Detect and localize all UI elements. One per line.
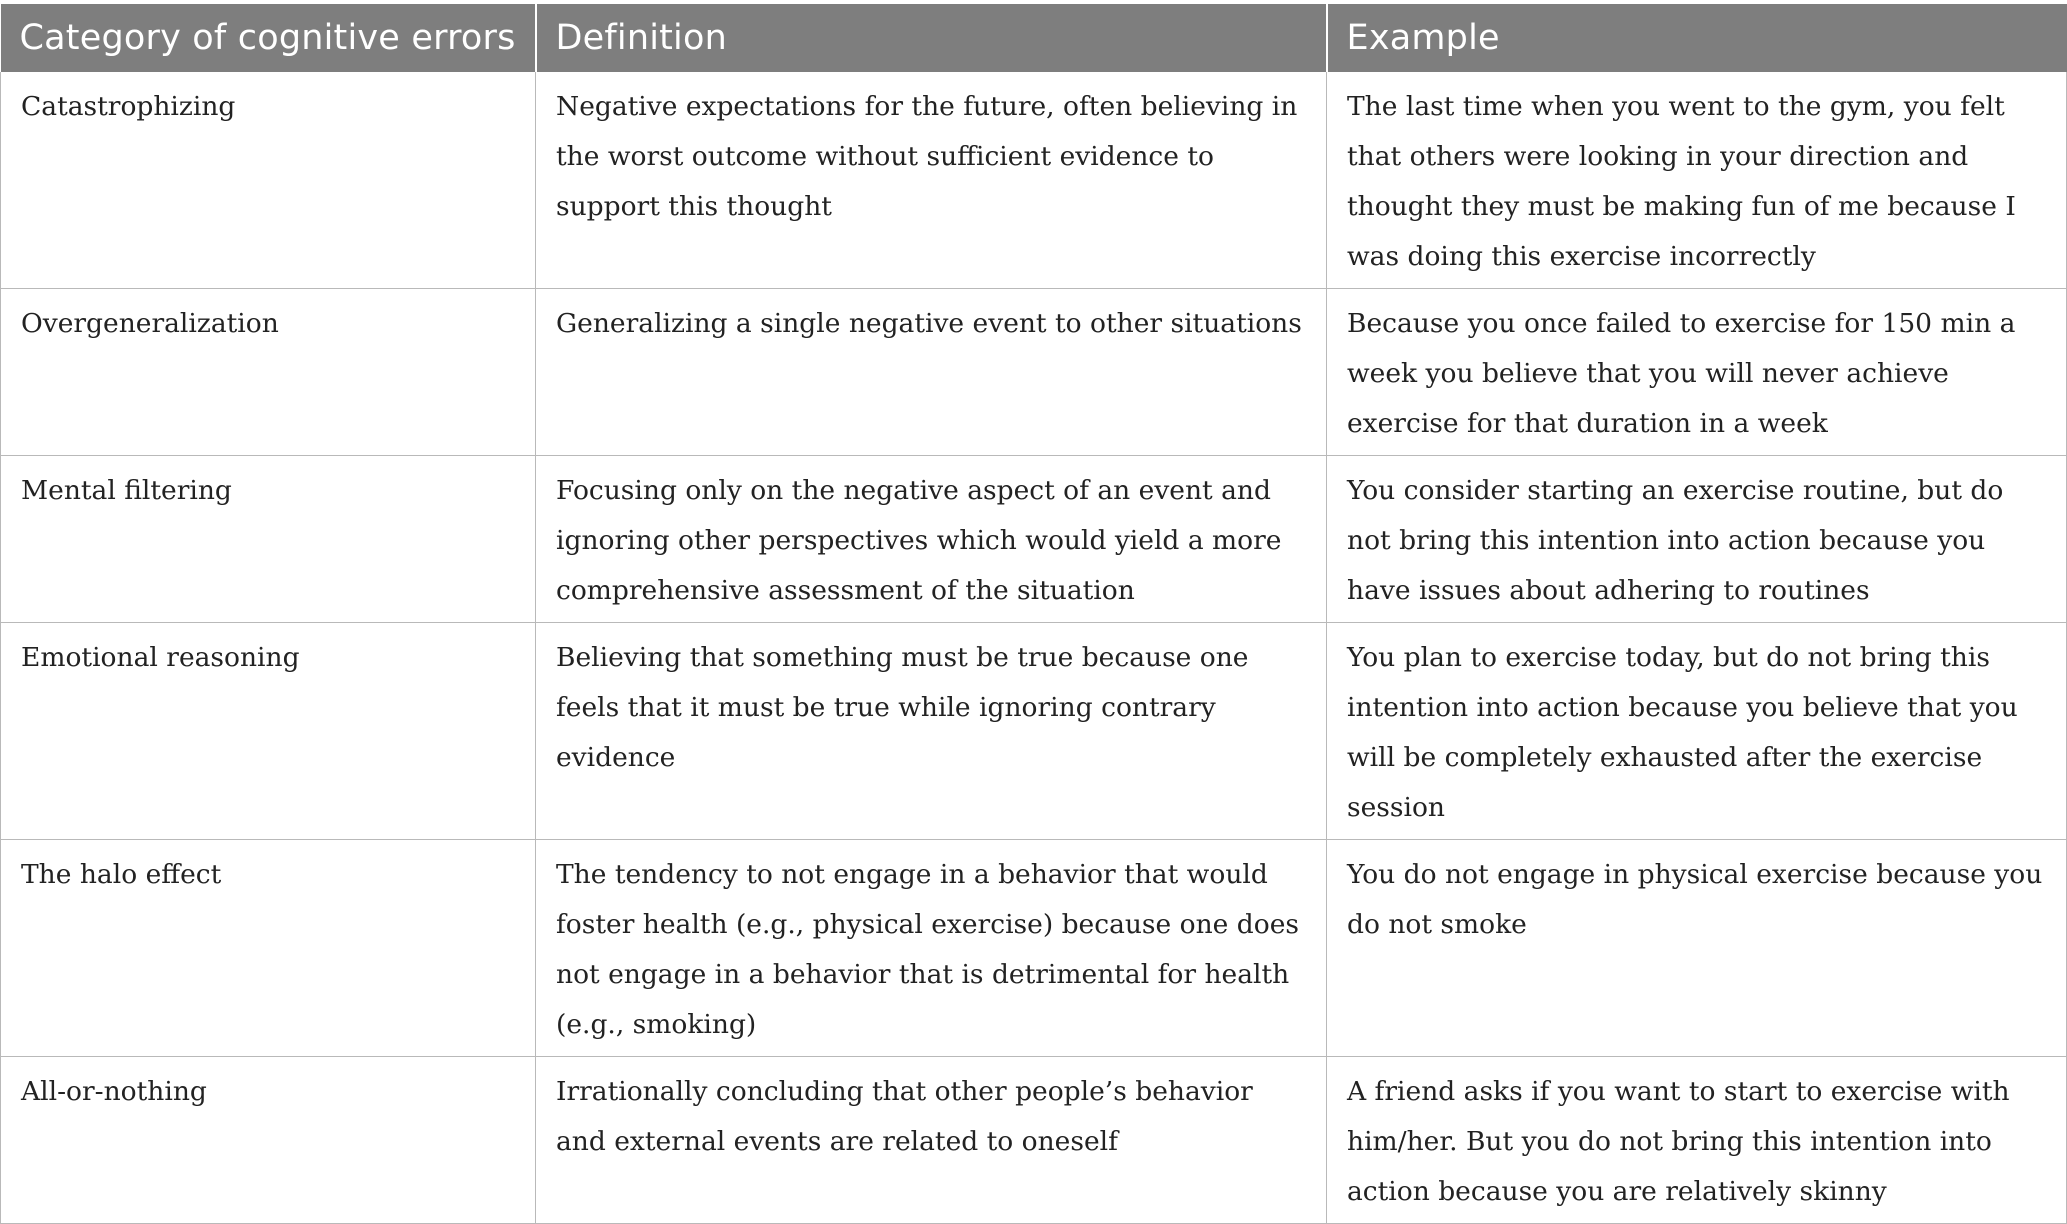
- category-cell: Emotional reasoning: [1, 623, 536, 840]
- category-cell: Mental filtering: [1, 456, 536, 623]
- category-cell: The halo effect: [1, 840, 536, 1057]
- definition-cell: Irrationally concluding that other people’s behavior and external events are related to oneself: [536, 1057, 1327, 1224]
- table-row: [1, 1057, 2067, 1224]
- header-row: [1, 4, 2067, 72]
- header-category: Category of cognitive errors: [1, 4, 536, 72]
- table-container: [0, 4, 2066, 1224]
- category-cell: Overgeneralization: [1, 289, 536, 456]
- example-cell: You do not engage in physical exercise because you do not smoke: [1327, 840, 2067, 1057]
- table-row: [1, 72, 2067, 289]
- table-row: [1, 623, 2067, 840]
- table-body: [1, 72, 2067, 1224]
- definition-cell: Negative expectations for the future, often believing in the worst outcome without sufficient evidence to support this thought: [536, 72, 1327, 289]
- definition-cell: Generalizing a single negative event to other situations: [536, 289, 1327, 456]
- example-cell: You consider starting an exercise routine, but do not bring this intention into action because you have issues about adhering to routines: [1327, 456, 2067, 623]
- cognitive-errors-table: [0, 4, 2067, 1224]
- table-row: [1, 840, 2067, 1057]
- table-row: [1, 289, 2067, 456]
- definition-cell: Believing that something must be true because one feels that it must be true while ignoring contrary evidence: [536, 623, 1327, 840]
- example-cell: The last time when you went to the gym, you felt that others were looking in your direction and thought they must be making fun of me because I was doing this exercise incorrectly: [1327, 72, 2067, 289]
- example-cell: Because you once failed to exercise for 150 min a week you believe that you will never achieve exercise for that duration in a week: [1327, 289, 2067, 456]
- header-definition: Definition: [536, 4, 1327, 72]
- category-cell: All-or-nothing: [1, 1057, 536, 1224]
- header-example: Example: [1327, 4, 2067, 72]
- table-header: [1, 4, 2067, 72]
- example-cell: A friend asks if you want to start to exercise with him/her. But you do not bring this intention into action because you are relatively skinny: [1327, 1057, 2067, 1224]
- category-cell: Catastrophizing: [1, 72, 536, 289]
- definition-cell: Focusing only on the negative aspect of an event and ignoring other perspectives which would yield a more comprehensive assessment of the situation: [536, 456, 1327, 623]
- definition-cell: The tendency to not engage in a behavior that would foster health (e.g., physical exercise) because one does not engage in a behavior that is detrimental for health (e.g., smoking): [536, 840, 1327, 1057]
- table-row: [1, 456, 2067, 623]
- example-cell: You plan to exercise today, but do not bring this intention into action because you believe that you will be completely exhausted after the exercise session: [1327, 623, 2067, 840]
